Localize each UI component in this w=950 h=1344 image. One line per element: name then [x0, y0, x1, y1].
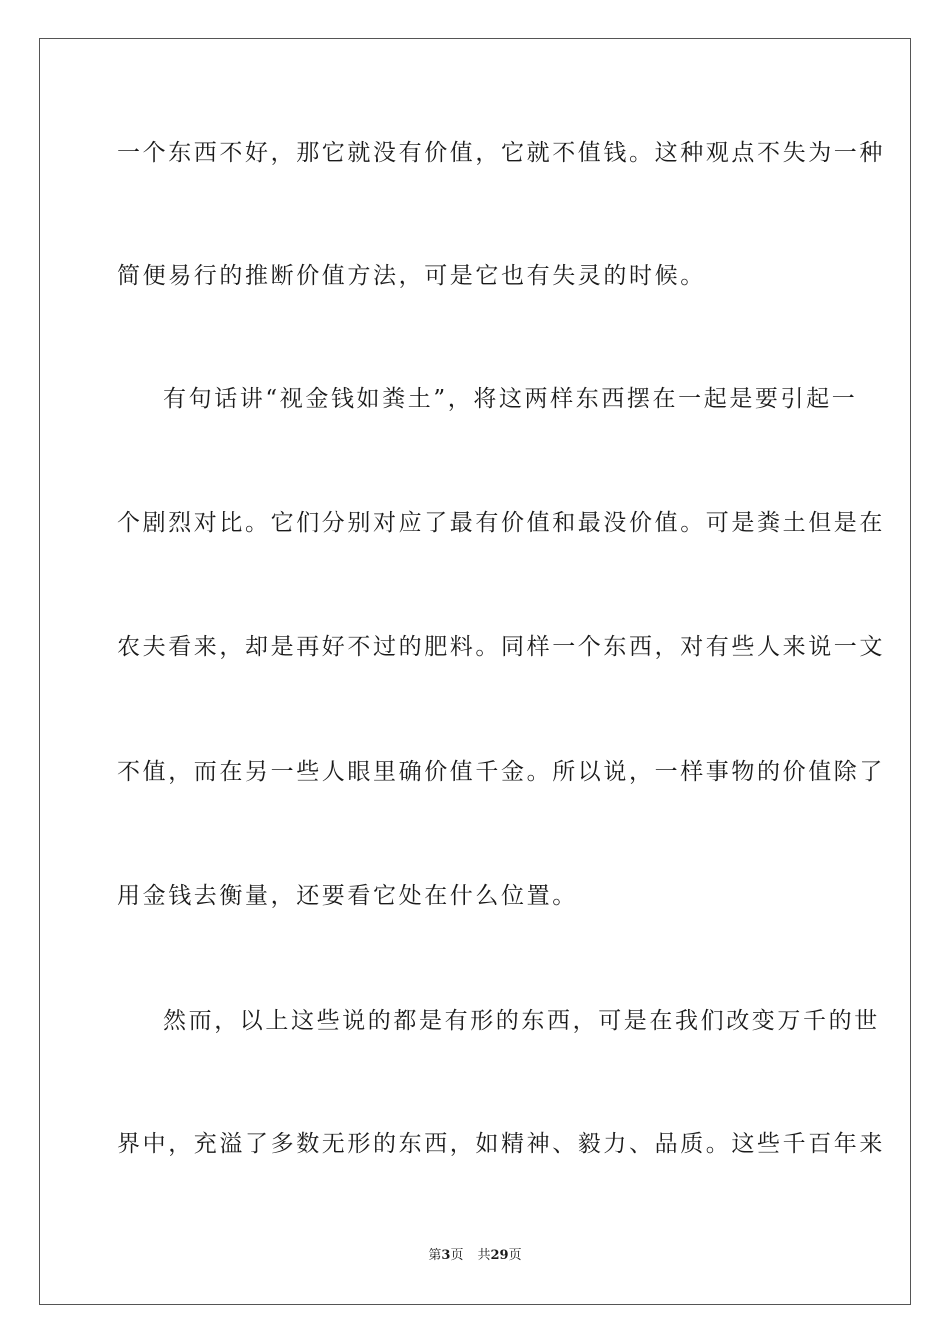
body-text-line-2: 简便易行的推断价值方法，可是它也有失灵的时候。 — [117, 263, 706, 289]
page-border — [39, 38, 911, 1305]
page-label-prefix: 第 — [428, 1248, 442, 1263]
body-text-line-5: 农夫看来，却是再好不过的肥料。同样一个东西，对有些人来说一文 — [117, 634, 885, 660]
page-footer — [0, 1246, 950, 1266]
body-text-line-9: 界中，充溢了多数无形的东西，如精神、毅力、品质。这些千百年来 — [117, 1131, 885, 1157]
body-text-line-8: 然而，以上这些说的都是有形的东西，可是在我们改变万千的世 — [163, 1008, 880, 1034]
body-text-line-3: 有句话讲“视金钱如粪土”，将这两样东西摆在一起是要引起一 — [163, 386, 858, 412]
body-text-line-6: 不值，而在另一些人眼里确价值千金。所以说，一样事物的价值除了 — [117, 759, 885, 785]
body-text-line-7: 用金钱去衡量，还要看它处在什么位置。 — [117, 883, 578, 909]
body-text-line-4: 个剧烈对比。它们分别对应了最有价值和最没价值。可是粪土但是在 — [117, 510, 885, 536]
total-pages: 29 — [490, 1248, 509, 1263]
body-text-line-1: 一个东西不好，那它就没有价值，它就不值钱。这种观点不失为一种 — [117, 140, 885, 166]
page-label-suffix: 页 — [450, 1248, 464, 1263]
total-label-suffix: 页 — [508, 1248, 522, 1263]
page-number: 3 — [441, 1248, 451, 1263]
total-label-prefix: 共 — [477, 1248, 491, 1263]
